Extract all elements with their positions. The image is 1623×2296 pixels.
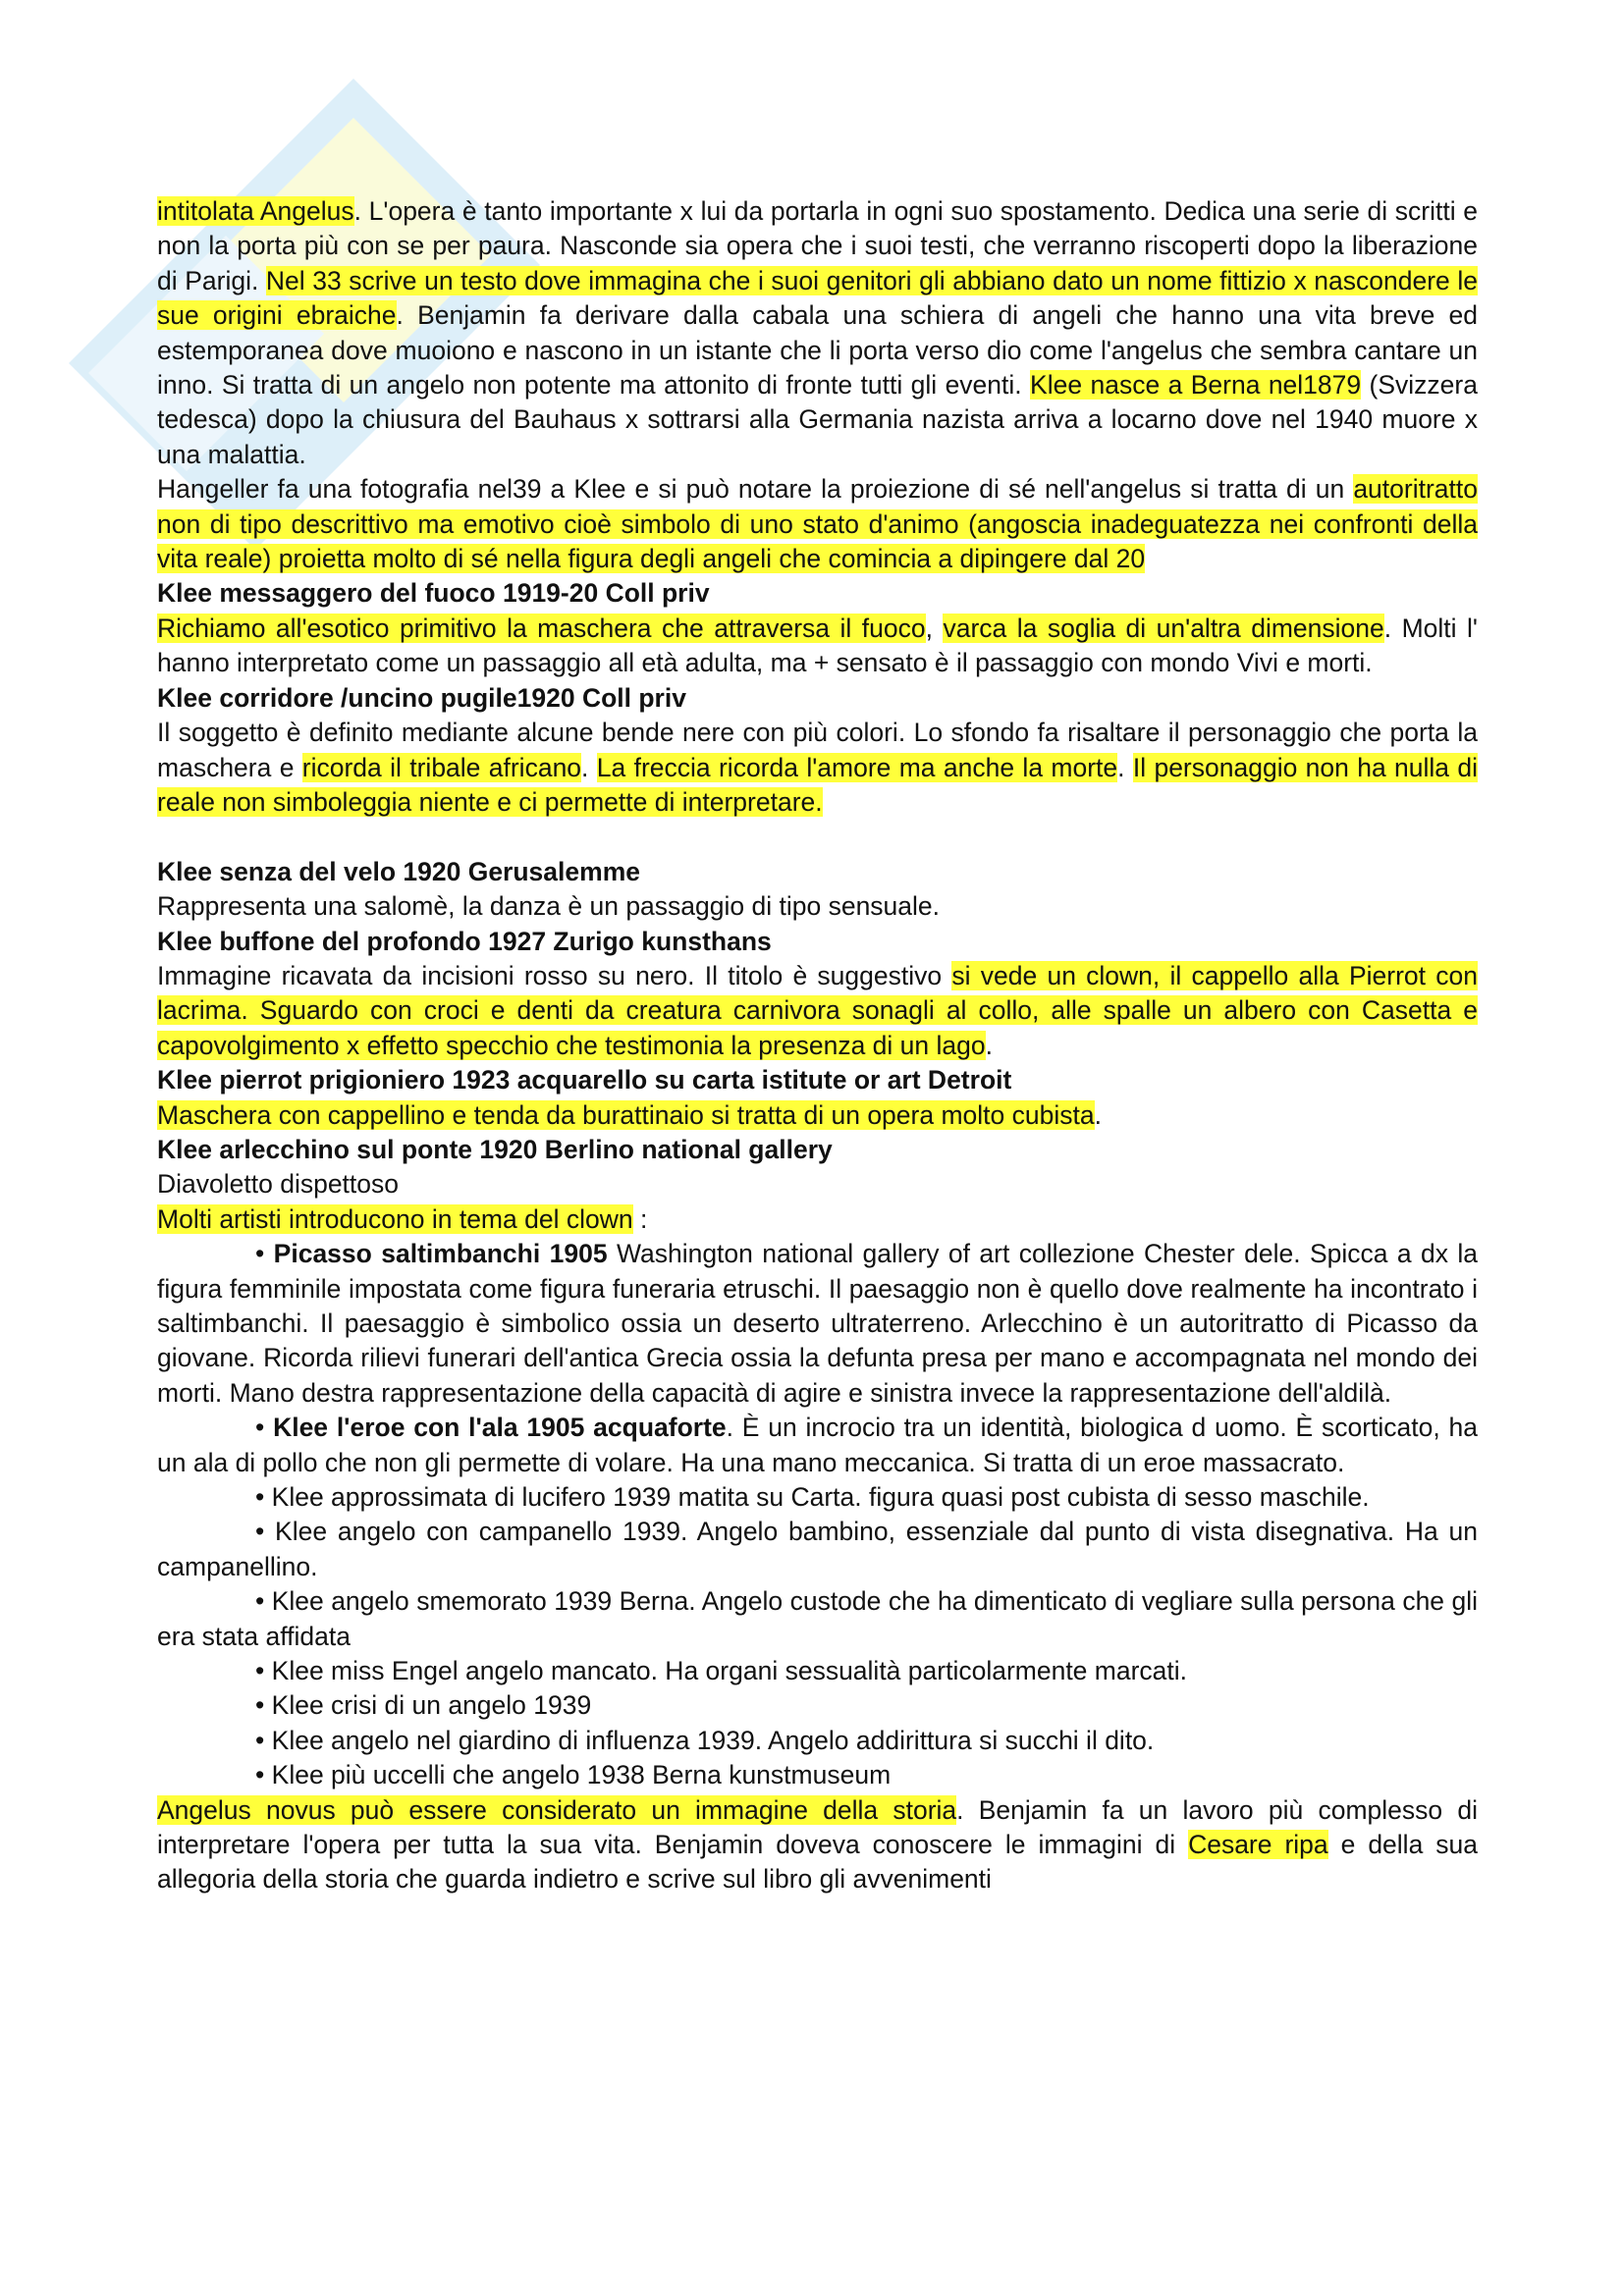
text-run: Klee messaggero del fuoco 1919-20 Coll priv <box>157 578 710 609</box>
highlighted-text: Richiamo all'esotico primitivo la maschera che attraversa il fuoco <box>157 613 926 643</box>
bullet-item <box>157 1758 1478 1792</box>
text-run: • Klee angelo con campanello 1939. Angelo bambino, essenziale dal punto di vista disegnativa. Ha un campanellino. <box>157 1517 1478 1581</box>
highlighted-text: Klee nasce a Berna nel1879 <box>1030 370 1362 400</box>
text-run: , <box>925 613 944 643</box>
paragraph <box>157 1167 1478 1201</box>
text-run: Rappresenta una salomè, la danza è un passaggio di tipo sensuale. <box>157 891 941 922</box>
text-run: . <box>1117 752 1133 782</box>
text-run: . <box>581 752 597 782</box>
text-run: • Klee approssimata di lucifero 1939 matita su Carta. figura quasi post cubista di sesso maschile. <box>255 1482 1370 1513</box>
text-run: Il soggetto è definito mediante alcune bende nere con più colori. Lo sfondo fa risaltare il personaggio che porta la maschera e <box>157 718 1478 782</box>
text-run: . Benjamin fa un lavoro più complesso di interpretare l'opera per tutta la sua vita. Benjamin doveva conoscere le immagini di <box>157 1794 1478 1860</box>
bullet-item <box>157 1237 1478 1411</box>
highlighted-text: Angelus novus può essere considerato un immagine della storia <box>157 1794 957 1825</box>
paragraph <box>157 194 1478 472</box>
bullet-item <box>157 1515 1478 1584</box>
section-heading <box>157 925 1478 959</box>
text-run: • <box>255 1413 274 1443</box>
highlighted-text: si vede un clown, il cappello alla Pierrot con lacrima. Sguardo con croci e denti da creatura carnivora sonagli al collo, alle spalle un albero con Casetta e capovolgimento x effetto specchio che testimonia la presenza di un lago <box>157 960 1479 1060</box>
text-run: • <box>255 1239 274 1269</box>
text-run: . Molti l' hanno interpretato come un passaggio all età adulta, ma + sensato è il passaggio con mondo Vivi e morti. <box>157 613 1478 678</box>
paragraph <box>157 1202 1478 1237</box>
paragraph <box>157 889 1478 924</box>
bullet-item <box>157 1584 1478 1654</box>
paragraph <box>157 1793 1478 1897</box>
paragraph <box>157 1098 1478 1133</box>
text-run: . È un incrocio tra un identità, biologica d uomo. È scorticato, ha un ala di pollo che non gli permette di volare. Ha una mano meccanica. Si tratta di un eroe massacrato. <box>157 1413 1478 1477</box>
text-run: Klee senza del velo 1920 Gerusalemme <box>157 856 640 886</box>
bullet-item <box>157 1654 1478 1688</box>
paragraph <box>157 472 1478 576</box>
paragraph <box>157 959 1478 1063</box>
section-heading <box>157 681 1478 716</box>
highlighted-text: Cesare ripa <box>1188 1830 1328 1860</box>
section-heading <box>157 576 1478 611</box>
text-run: Diavoletto dispettoso <box>157 1169 400 1200</box>
bullet-item <box>157 1724 1478 1758</box>
text-run: Klee buffone del profondo 1927 Zurigo kunsthans <box>157 926 772 956</box>
highlighted-text: Nel 33 scrive un testo dove immagina che i suoi genitori gli abbiano dato un nome fittizio x nascondere le sue origini ebraiche <box>157 265 1479 331</box>
bold-text: Klee l'eroe con l'ala 1905 acquaforte <box>273 1413 727 1443</box>
highlighted-text: ricorda il tribale africano <box>301 752 582 782</box>
bullet-item <box>157 1480 1478 1515</box>
text-run: • Klee più uccelli che angelo 1938 Berna kunstmuseum <box>255 1760 892 1790</box>
section-heading <box>157 855 1478 889</box>
text-run: . <box>985 1030 993 1060</box>
text-run: • Klee crisi di un angelo 1939 <box>255 1690 592 1721</box>
text-run: Hangeller fa una fotografia nel39 a Klee e si può notare la proiezione di sé nell'angelus si tratta di un <box>157 474 1354 505</box>
text-run: . <box>1094 1099 1102 1130</box>
text-run: Klee pierrot prigioniero 1923 acquarello su carta istitute or art Detroit <box>157 1065 1012 1095</box>
text-run: Klee arlecchino sul ponte 1920 Berlino national gallery <box>157 1134 833 1164</box>
highlighted-text: intitolata Angelus <box>157 196 354 226</box>
text-run: . Benjamin fa derivare dalla cabala una schiera di angeli che hanno una vita breve ed estemporanea dove muoiono e nascono in un istante che li porta verso dio come l'angelus che sembra cantare un inno. Si tratta di un angelo non potente ma attonito di fronte tutti gli eventi. <box>157 300 1478 400</box>
section-heading <box>157 1063 1478 1097</box>
blank-line <box>157 820 1478 854</box>
highlighted-text: Il personaggio non ha nulla di reale non simboleggia niente e ci permette di interpretare. <box>157 752 1478 817</box>
text-run: Klee corridore /uncino pugile1920 Coll priv <box>157 682 686 713</box>
bold-text: Picasso saltimbanchi 1905 <box>273 1239 608 1269</box>
text-run: • Klee miss Engel angelo mancato. Ha organi sessualità particolarmente marcati. <box>255 1656 1188 1686</box>
text-run: Washington national gallery of art collezione Chester dele. Spicca a dx la figura femminile impostata come figura funeraria etruschi. Il paesaggio non è quello dove realmente ha incontrato i saltimbanchi. Il paesaggio è simbolico ossia un deserto ultraterreno. Arlecchino è un autoritratto di Picasso da giovane. Ricorda rilievi funerari dell'antica Grecia ossia la defunta presa per mano e accompagnata nel mondo dei morti. Mano destra rappresentazione della capacità di agire e sinistra invece la rappresentazione dell'aldilà. <box>157 1239 1479 1408</box>
highlighted-text: varca la soglia di un'altra dimensione <box>943 613 1384 643</box>
paragraph <box>157 716 1478 820</box>
text-run: • Klee angelo nel giardino di influenza 1939. Angelo addirittura si succhi il dito. <box>255 1725 1155 1755</box>
text-run: e della sua allegoria della storia che guarda indietro e scrive sul libro gli avvenimenti <box>157 1830 1479 1895</box>
text-run: : <box>632 1203 648 1234</box>
document-page <box>157 194 1478 1897</box>
paragraph <box>157 612 1478 681</box>
highlighted-text: La freccia ricorda l'amore ma anche la morte <box>596 752 1118 782</box>
text-run: (Svizzera tedesca) dopo la chiusura del Bauhaus x sottrarsi alla Germania nazista arriva a locarno dove nel 1940 muore x una malattia. <box>157 370 1478 469</box>
highlighted-text: Maschera con cappellino e tenda da burattinaio si tratta di un opera molto cubista <box>157 1099 1095 1130</box>
bullet-item <box>157 1688 1478 1723</box>
text-run: • Klee angelo smemorato 1939 Berna. Angelo custode che ha dimenticato di vegliare sulla persona che gli era stata affidata <box>157 1586 1478 1651</box>
bullet-item <box>157 1411 1478 1480</box>
highlighted-text: autoritratto non di tipo descrittivo ma emotivo cioè simbolo di uno stato d'animo (angoscia inadeguatezza nei confronti della vita reale) proietta molto di sé nella figura degli angeli che comincia a dipingere dal 20 <box>157 474 1478 574</box>
text-run: . L'opera è tanto importante x lui da portarla in ogni suo spostamento. Dedica una serie di scritti e non la porta più con se per paura. Nasconde sia opera che i suoi testi, che verranno riscoperti dopo la liberazione di Parigi. <box>157 196 1478 295</box>
section-heading <box>157 1133 1478 1167</box>
highlighted-text: Molti artisti introducono in tema del clown <box>157 1203 633 1234</box>
text-run: Immagine ricavata da incisioni rosso su nero. Il titolo è suggestivo <box>157 960 952 990</box>
